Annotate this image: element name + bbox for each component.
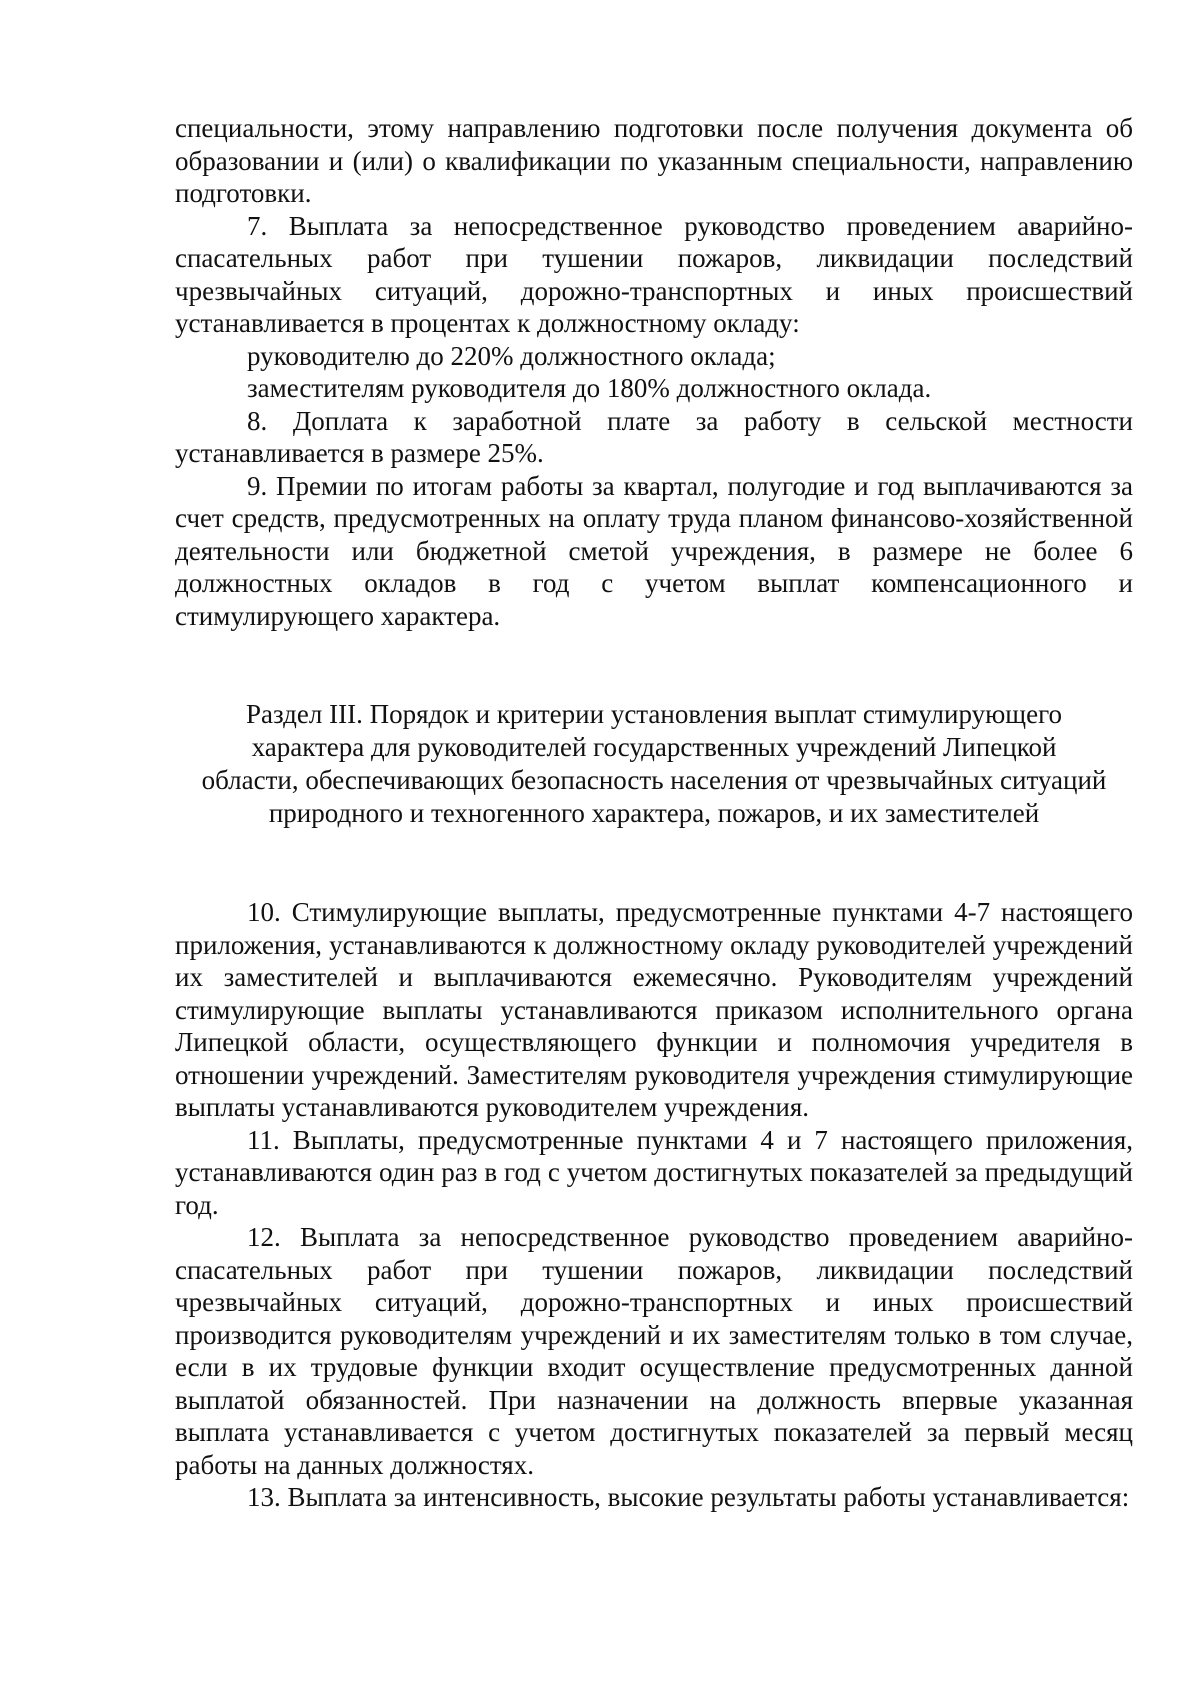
item-13: 13. Выплата за интенсивность, высокие результаты работы устанавливается: — [247, 1482, 1130, 1512]
paragraph-continuation: специальности, этому направлению подготовки после получения документа об образовании и (или) о квалификации по указанным специальности, направлению подготовки. — [175, 113, 1133, 208]
item-7-head: руководителю до 220% должностного оклада; — [247, 340, 776, 371]
section-heading-line: области, обеспечивающих безопасность населения от чрезвычайных ситуаций — [201, 765, 1107, 795]
document-body — [175, 112, 1133, 1514]
item-9: 9. Премии по итогам работы за квартал, полугодие и год выплачиваются за счет средств, предусмотренных на оплату труда планом финансово-хозяйственной деятельности или бюджетной сметой учреждения, в размере не более 6 должностных окладов в год с учетом выплат компенсационного и стимулирующего характера. — [175, 470, 1133, 631]
item-8: 8. Доплата к заработной плате за работу в сельской местности устанавливается в размере 25%. — [175, 405, 1133, 468]
item-11: 11. Выплаты, предусмотренные пунктами 4 и 7 настоящего приложения, устанавливаются один раз в год с учетом достигнутых показателей за предыдущий год. — [175, 1124, 1133, 1220]
item-12: 12. Выплата за непосредственное руководство проведением аварийно-спасательных работ при тушении пожаров, ликвидации последствий чрезвычайных ситуаций, дорожно-транспортных и иных происшествий производится руководителям учреждений и их заместителям только в том случае, если в их трудовые функции входит осуществление предусмотренных данной выплатой обязанностей. При назначении на должность впервые указанная выплата устанавливается с учетом достигнутых показателей за первый месяц работы на данных должностях. — [175, 1222, 1133, 1480]
section-heading — [175, 698, 1133, 830]
item-7-deputies: заместителям руководителя до 180% должностного оклада. — [247, 373, 932, 403]
item-7: 7. Выплата за непосредственное руководство проведением аварийно-спасательных работ при тушении пожаров, ликвидации последствий чрезвычайных ситуаций, дорожно-транспортных и иных происшествий устанавливается в процентах к должностному окладу: — [175, 210, 1133, 338]
section-heading-line: природного и техногенного характера, пожаров, и их заместителей — [268, 798, 1040, 828]
section-heading-line: Раздел III. Порядок и критерии установления выплат стимулирующего — [246, 699, 1062, 729]
section-heading-line: характера для руководителей государственных учреждений Липецкой — [251, 732, 1057, 762]
item-10: 10. Стимулирующие выплаты, предусмотренные пунктами 4-7 настоящего приложения, устанавливаются к должностному окладу руководителей учреждений их заместителей и выплачиваются ежемесячно. Руководителям учреждений стимулирующие выплаты устанавливаются приказом исполнительного органа Липецкой области, осуществляющего функции и полномочия учредителя в отношении учреждений. Заместителям руководителя учреждения стимулирующие выплаты устанавливаются руководителем учреждения. — [175, 897, 1133, 1122]
